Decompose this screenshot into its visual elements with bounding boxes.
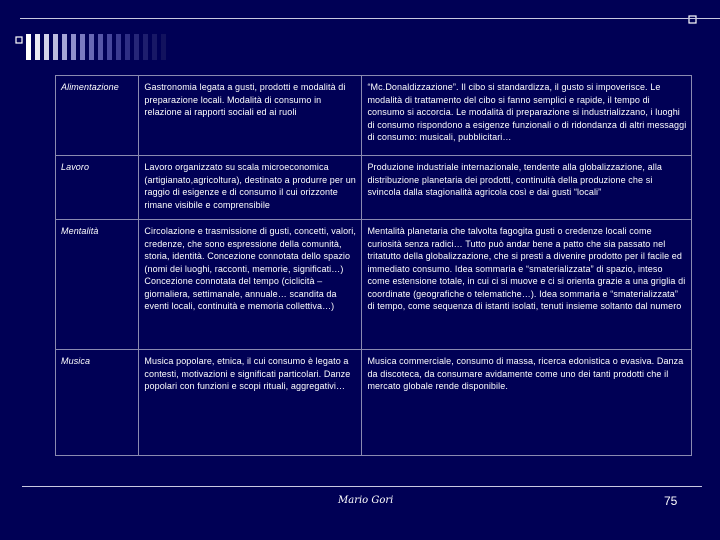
- comparison-table: [55, 75, 692, 456]
- footer-divider: [22, 486, 702, 487]
- table-row: [56, 76, 692, 156]
- row-topic: Musica: [56, 350, 139, 456]
- local-description: Musica popolare, etnica, il cui consumo è legato a contesti, motivazioni e significati particolari. Danze popolari con funzioni e scopi rituali, aggregativi…: [139, 350, 362, 456]
- row-topic: Alimentazione: [56, 76, 139, 156]
- global-description: Musica commerciale, consumo di massa, ricerca edonistica o evasiva. Danza da discoteca, da consumare avidamente come uno dei tanti prodotti che il mercato globale rende disponibile.: [362, 350, 692, 456]
- global-description: Produzione industriale internazionale, tendente alla globalizzazione, alla distribuzione planetaria dei prodotti, continuità della produzione che si svincola dalla stagionalità agricola così e dai gusti “locali”: [362, 156, 692, 220]
- decorative-bar-pattern: [0, 0, 720, 60]
- local-description: Circolazione e trasmissione di gusti, concetti, valori, credenze, che sono espressione della comunità, storia, identità. Concezione connotata dello spazio (nomi dei luoghi, racconti, memorie, significati…) Concezione connotata del tempo (ciclicità – giornaliera, settimanale, annuale… scandita da eventi locali, continuità e memoria collettiva…): [139, 220, 362, 350]
- local-description: Gastronomia legata a gusti, prodotti e modalità di preparazione locali. Modalità di consumo in relazione ai rapporti sociali ed ai ruoli: [139, 76, 362, 156]
- header-divider: [20, 18, 720, 19]
- row-topic: Lavoro: [56, 156, 139, 220]
- local-description: Lavoro organizzato su scala microeconomica (artigianato,agricoltura), destinato a produrre per un raggio di esigenze e di consumo il cui orizzonte rimane visibile e comprensibile: [139, 156, 362, 220]
- table-row: [56, 220, 692, 350]
- table-row: [56, 350, 692, 456]
- row-topic: Mentalità: [56, 220, 139, 350]
- author-name: Mario Gori: [338, 495, 394, 506]
- page-number: 75: [664, 494, 678, 508]
- global-description: “Mc.Donaldizzazione”. Il cibo si standardizza, il gusto si impoverisce. Le modalità di trattamento del cibo si fanno semplici e rapide, il tempo di consumo si accorcia. Le modalità di preparazione si industrializzano, i luoghi di consumo rispondono a esigenze funzionali o di ridondanza di altri messaggi di consumo: musicali, pubblicitari…: [362, 76, 692, 156]
- global-description: Mentalità planetaria che talvolta fagogita gusti o credenze locali come curiosità senza radici… Tutto può andar bene a patto che sia passato nel tritatutto della globalizzazione, che si presti a divenire prodotto per il facile ed immediato consumo. Idea sommaria e “smaterializzata” di spazio, inteso come estensione totale, in cui ci si muove e ci si orienta grazie a una griglia di coordinate (geografiche o telematiche…). Idea sommaria e “smaterializzata” di tempo, come sequenza di istanti isolati, tenuti insieme soltanto dal numero: [362, 220, 692, 350]
- table-row: [56, 156, 692, 220]
